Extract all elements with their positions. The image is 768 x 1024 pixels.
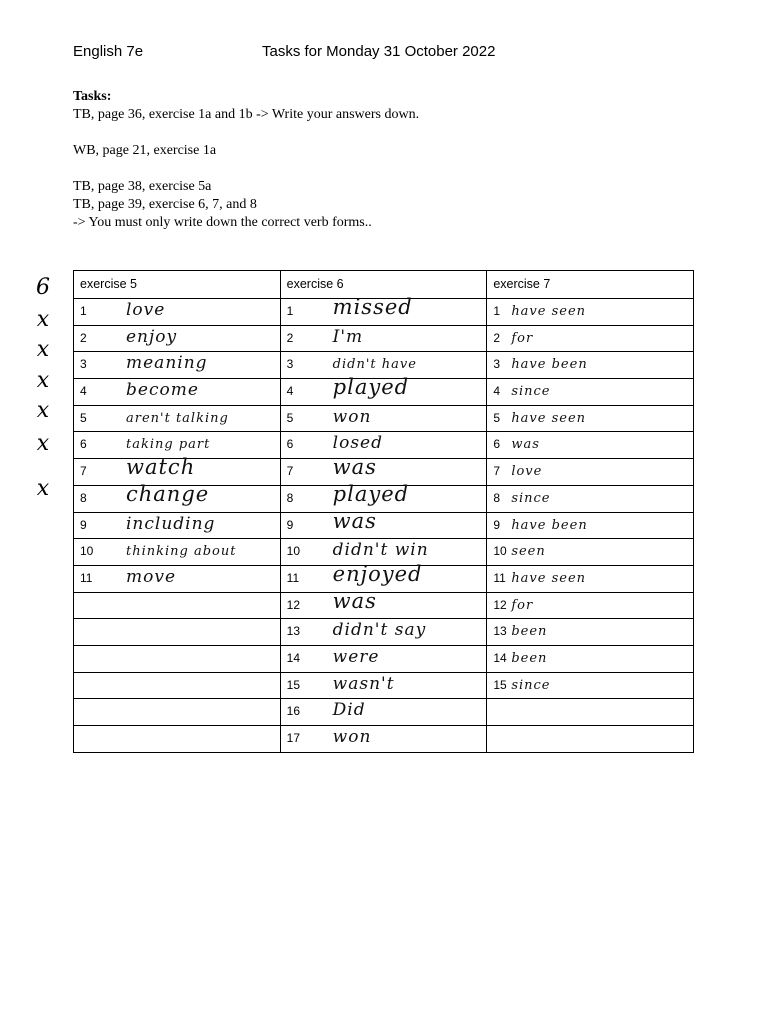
handwritten-answer: was [332, 508, 377, 533]
handwritten-answer: have seen [511, 304, 587, 319]
answer-cell [280, 481, 487, 512]
answer-cell [487, 619, 694, 646]
handwritten-answer: thinking about [126, 544, 237, 560]
margin-mark: x [36, 398, 50, 423]
answer-cell [280, 295, 487, 326]
margin-mark: x [36, 476, 50, 501]
item-number: 2 [286, 330, 294, 345]
item-number: 15 [493, 677, 507, 692]
answer-cell [280, 325, 487, 352]
answer-cell [487, 379, 694, 406]
item-number: 8 [80, 490, 87, 505]
item-number: 12 [286, 597, 301, 612]
item-number: 5 [493, 410, 500, 425]
task-line: WB, page 21, exercise 1a [73, 143, 217, 158]
item-number: 4 [80, 384, 87, 399]
item-number: 3 [80, 357, 87, 372]
margin-mark: x [36, 307, 50, 332]
answer-cell [280, 672, 487, 699]
handwritten-answer: Did [332, 700, 366, 721]
handwritten-answer: have seen [511, 410, 587, 426]
handwritten-answer: for [511, 597, 534, 613]
handwritten-answer: missed [332, 295, 413, 319]
table-row [74, 699, 694, 726]
answer-cell [280, 561, 487, 592]
handwritten-answer: didn't have [332, 357, 417, 373]
handwritten-answer: for [511, 330, 534, 346]
answer-cell [280, 405, 487, 432]
table-row [74, 299, 694, 326]
table-row [74, 325, 694, 352]
column-header-label: exercise 7 [493, 277, 551, 291]
item-number: 1 [493, 304, 500, 318]
answer-cell [487, 432, 694, 459]
answer-cell [487, 539, 694, 566]
handwritten-answer: been [511, 624, 548, 640]
item-number: 4 [493, 384, 500, 399]
handwritten-answer: since [511, 677, 551, 693]
handwritten-answer: losed [332, 433, 383, 454]
answer-cell [74, 352, 281, 379]
answer-cell [74, 405, 281, 432]
handwritten-answer: enjoy [126, 326, 178, 347]
answer-cell [74, 299, 281, 326]
item-number: 5 [80, 410, 87, 425]
handwritten-answer: since [511, 490, 551, 506]
item-number: 17 [286, 731, 301, 745]
spacer [73, 160, 693, 178]
answer-cell [74, 592, 281, 619]
task-line: TB, page 39, exercise 6, 7, and 8 [73, 197, 257, 212]
answer-cell [487, 512, 694, 539]
answer-cell [487, 299, 694, 326]
table-row [74, 565, 694, 592]
item-number: 8 [286, 490, 294, 505]
item-number: 9 [80, 517, 87, 532]
item-number: 2 [80, 330, 87, 345]
answer-cell [280, 645, 487, 672]
column-header-label: exercise 6 [286, 277, 344, 291]
answer-cell [74, 645, 281, 672]
item-number: 7 [286, 464, 294, 479]
margin-mark: x [36, 368, 50, 393]
handwritten-answer: I'm [332, 326, 364, 347]
item-number: 7 [80, 464, 87, 479]
answer-cell [74, 699, 281, 726]
table-row [74, 672, 694, 699]
page-header [73, 43, 693, 63]
handwritten-answer: won [332, 727, 372, 747]
margin-mark: x [36, 337, 50, 362]
handwritten-answer: didn't say [332, 620, 427, 641]
spacer [73, 124, 693, 142]
answer-cell [487, 459, 694, 486]
column-header-label: exercise 5 [80, 277, 137, 291]
handwritten-answer: have seen [511, 570, 587, 586]
answer-cell [487, 325, 694, 352]
table-row [74, 512, 694, 539]
item-number: 1 [286, 304, 294, 318]
item-number: 12 [493, 597, 507, 612]
handwritten-answer: was [332, 588, 377, 613]
answer-cell [74, 565, 281, 592]
handwritten-answer: didn't win [332, 540, 429, 561]
handwritten-answer: seen [511, 544, 546, 560]
handwritten-answer: meaning [126, 353, 208, 374]
item-number: 6 [80, 437, 87, 452]
item-number: 2 [493, 330, 500, 345]
answer-cell [487, 352, 694, 379]
answer-cell [487, 726, 694, 753]
handwritten-answer: watch [126, 455, 196, 480]
handwritten-answer: move [126, 566, 177, 587]
answer-cell [280, 699, 487, 726]
table-row [74, 726, 694, 753]
handwritten-answer: have been [511, 517, 588, 533]
answer-cell [74, 512, 281, 539]
item-number: 14 [286, 650, 301, 665]
answer-cell [487, 699, 694, 726]
handwritten-answer: love [511, 464, 543, 480]
tasks-heading: Tasks: [73, 89, 112, 104]
answers-table [73, 270, 694, 753]
handwritten-answer: were [332, 646, 380, 667]
handwritten-answer: including [126, 513, 216, 534]
item-number: 3 [286, 357, 294, 372]
answer-cell [280, 726, 487, 753]
item-number: 5 [286, 410, 294, 425]
answer-cell [487, 592, 694, 619]
answer-cell [487, 405, 694, 432]
handwritten-answer: been [511, 650, 548, 666]
answer-cell [280, 588, 487, 619]
item-number: 4 [286, 384, 294, 399]
answer-cell [74, 325, 281, 352]
answers-body [74, 295, 694, 753]
handwritten-answer: enjoyed [332, 561, 423, 586]
item-number: 10 [80, 544, 94, 559]
handwritten-answer: become [126, 380, 199, 401]
answer-cell [487, 645, 694, 672]
task-list [73, 88, 693, 232]
handwritten-answer: aren't talking [126, 410, 229, 426]
task-line: TB, page 38, exercise 5a [73, 179, 212, 194]
margin-mark: x [36, 431, 50, 456]
item-number: 1 [80, 304, 87, 318]
handwritten-answer: have been [511, 357, 588, 373]
answer-cell [74, 672, 281, 699]
margin-mark: 6 [36, 275, 50, 300]
item-number: 11 [286, 570, 300, 585]
item-number: 15 [286, 677, 301, 692]
task-line: -> You must only write down the correct verb forms.. [73, 215, 372, 230]
item-number: 16 [286, 704, 301, 719]
answer-cell [487, 565, 694, 592]
table-row [74, 619, 694, 646]
item-number: 14 [493, 650, 507, 665]
handwritten-answer: taking part [126, 437, 211, 453]
item-number: 8 [493, 490, 500, 505]
handwritten-answer: change [126, 481, 210, 506]
handwritten-answer: played [332, 481, 410, 506]
item-number: 10 [493, 544, 507, 559]
answer-cell [74, 726, 281, 753]
handwritten-answer: played [332, 375, 410, 400]
answer-cell [74, 379, 281, 406]
answer-cell [74, 539, 281, 566]
column-header [487, 271, 694, 299]
course-name: English 7e [73, 43, 144, 60]
answer-cell [280, 508, 487, 539]
item-number: 9 [493, 517, 500, 532]
answer-cell [74, 619, 281, 646]
handwritten-answer: love [126, 300, 166, 320]
answer-cell [74, 481, 281, 512]
item-number: 3 [493, 357, 500, 372]
table-row [74, 592, 694, 619]
table-row [74, 379, 694, 406]
item-number: 6 [493, 437, 500, 452]
page-title: Tasks for Monday 31 October 2022 [262, 43, 496, 60]
handwritten-answer: won [332, 406, 372, 427]
item-number: 13 [286, 624, 301, 639]
item-number: 6 [286, 437, 294, 452]
answer-cell [280, 619, 487, 646]
item-number: 9 [286, 517, 294, 532]
answer-cell [280, 375, 487, 406]
item-number: 7 [493, 464, 500, 479]
table-row [74, 485, 694, 512]
answer-cell [280, 432, 487, 459]
handwritten-answer: was [511, 437, 540, 453]
handwritten-answer: was [332, 455, 377, 480]
item-number: 10 [286, 544, 301, 559]
table-row [74, 405, 694, 432]
handwritten-answer: wasn't [332, 673, 395, 694]
answer-cell [487, 672, 694, 699]
task-line: TB, page 36, exercise 1a and 1b -> Write your answers down. [73, 107, 420, 122]
table-row [74, 645, 694, 672]
item-number: 11 [493, 570, 506, 585]
handwritten-answer: since [511, 384, 551, 400]
column-header [74, 271, 281, 299]
item-number: 13 [493, 624, 507, 639]
item-number: 11 [80, 570, 93, 585]
answer-cell [487, 485, 694, 512]
